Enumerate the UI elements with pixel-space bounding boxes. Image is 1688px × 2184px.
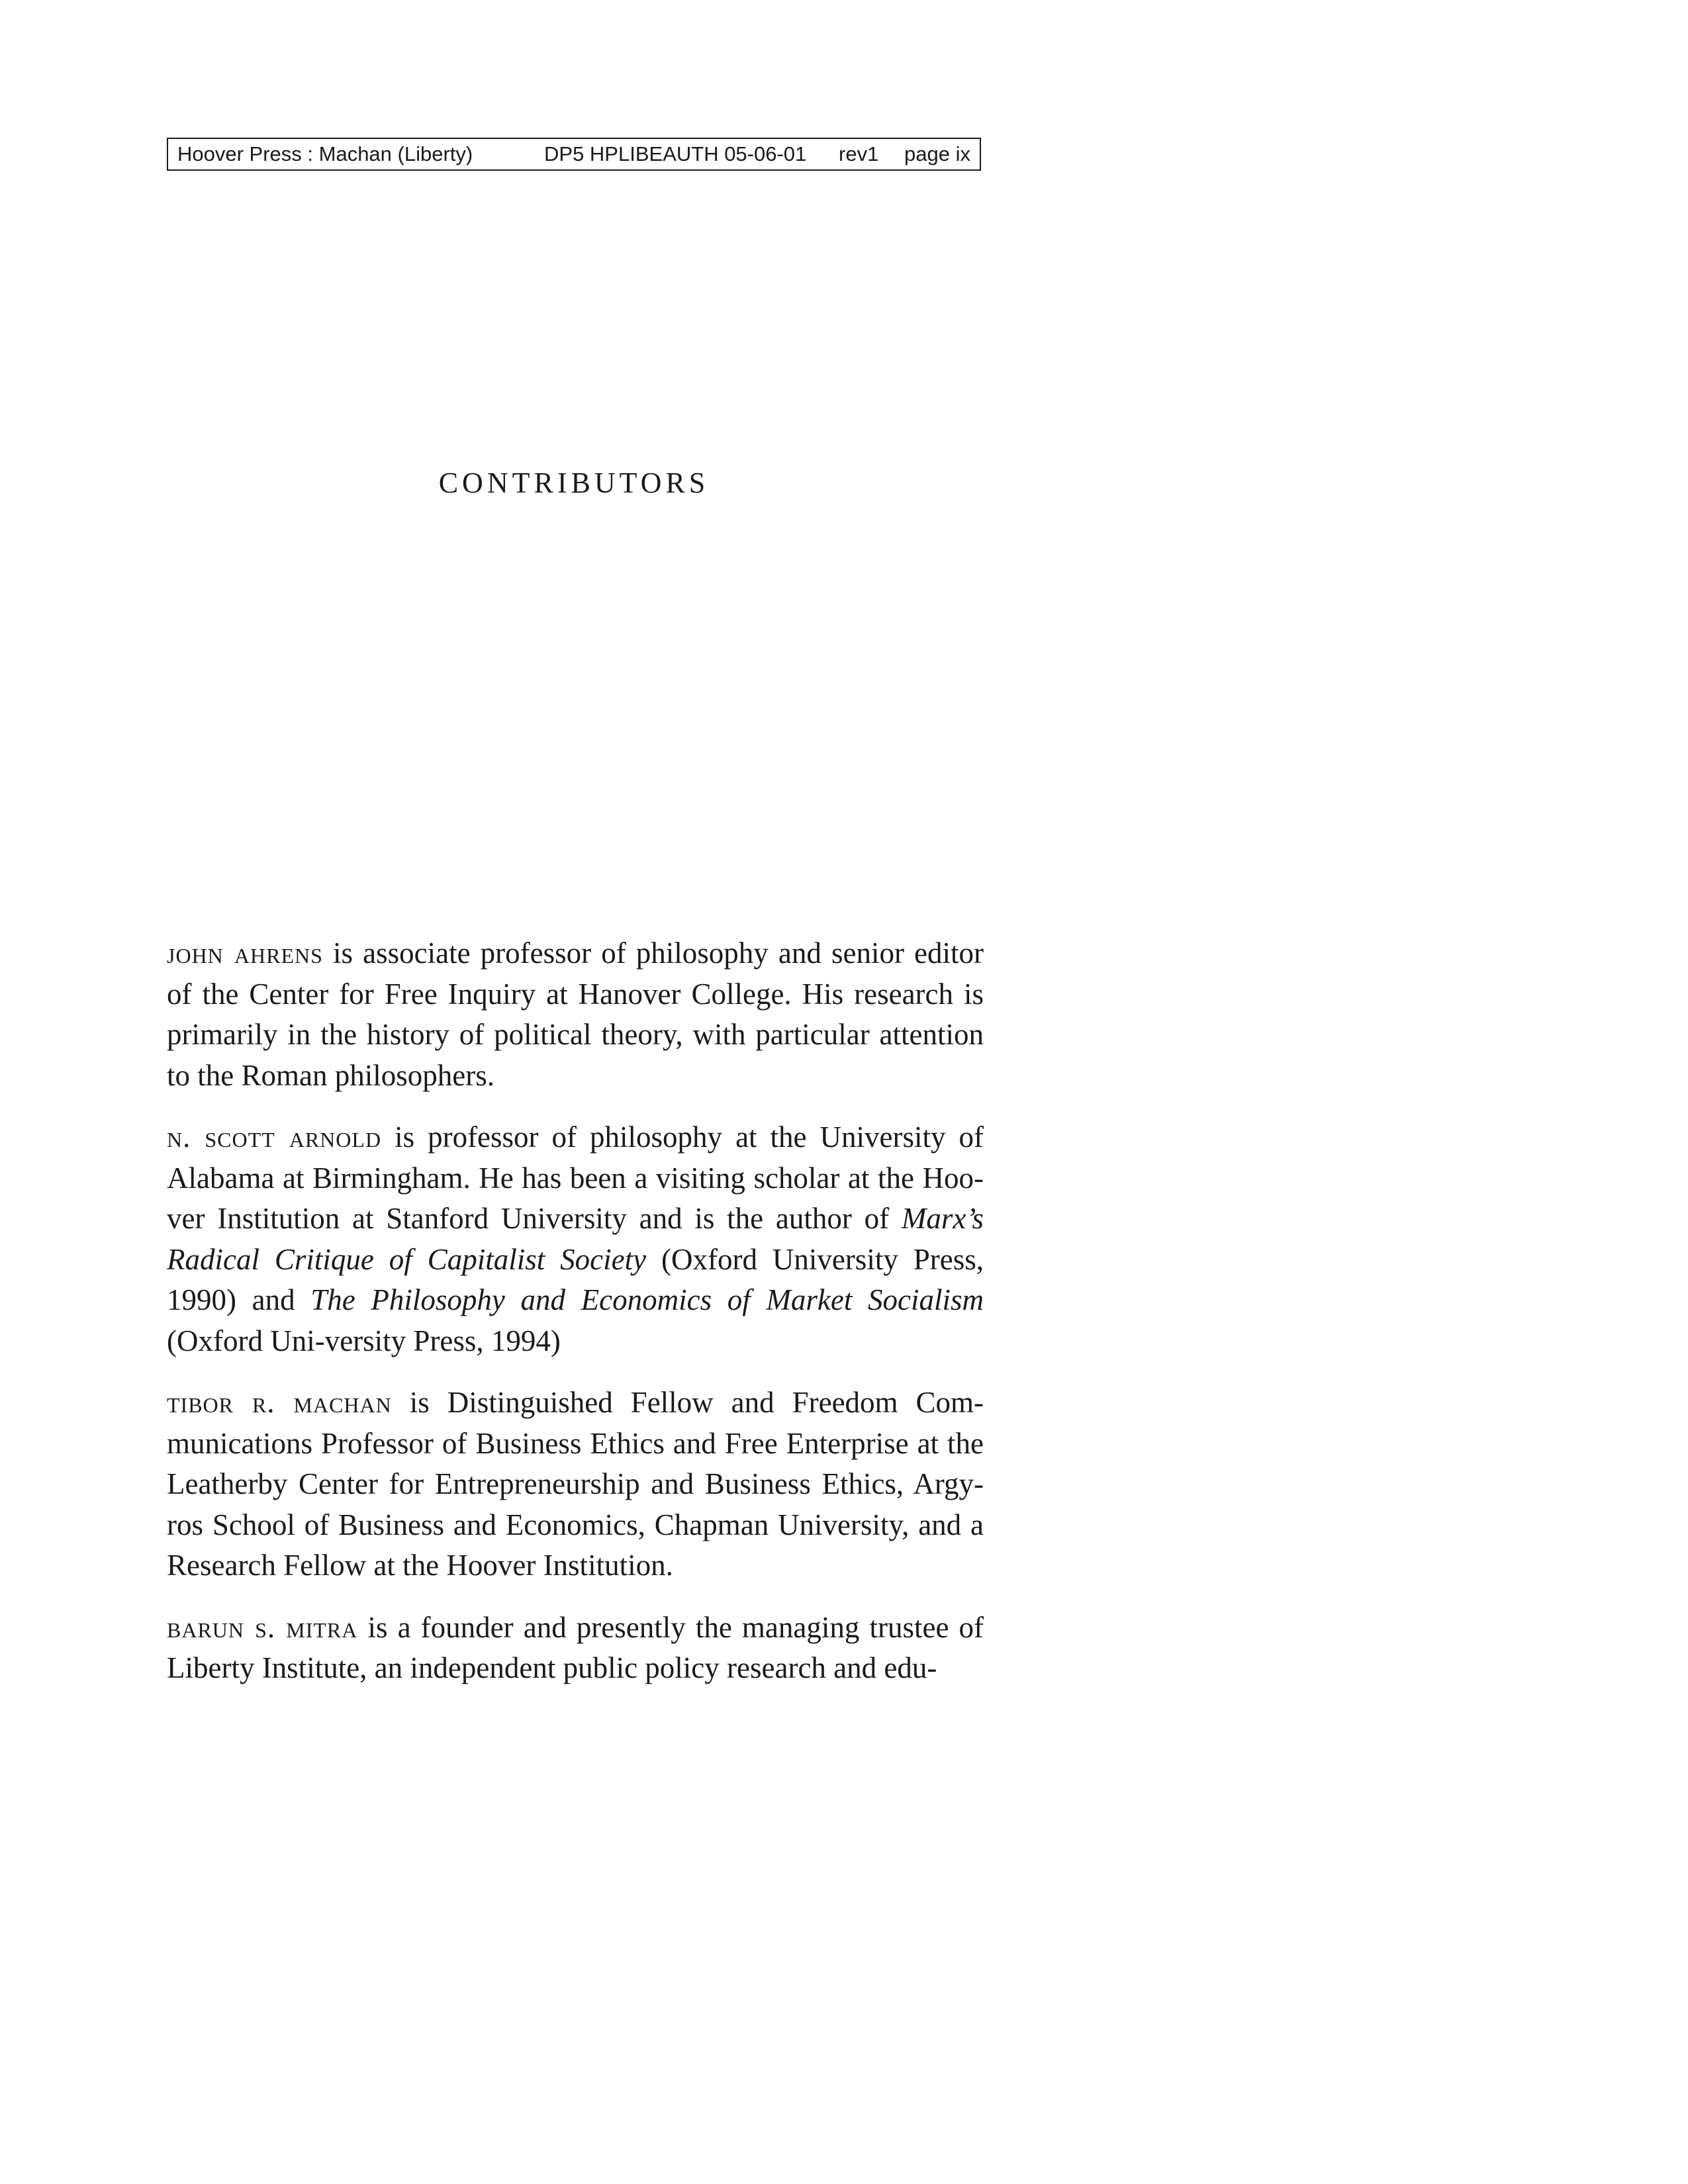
contributor-bio: is Distinguished Fellow and Freedom Com-munications Professor of Business Ethics and Free Enterprise at the Leatherby Center for Entrepreneurship and Business Ethics, Argy-ros School of Business and Economics, Chapman University, and a Research Fellow at the Hoover Institution. [167, 1386, 984, 1582]
slug-page-number: page ix [904, 142, 970, 165]
slug-job-code: DP5 HPLIBEAUTH 05-06-01 [544, 142, 807, 165]
slug-publisher: Hoover Press : Machan (Liberty) [177, 142, 473, 165]
contributor-entry-ahrens [167, 933, 984, 1096]
contributor-bio: (Oxford University Press, 1990) and [167, 1242, 984, 1316]
contributor-name: n. scott arnold [167, 1120, 382, 1154]
contributor-bio: is associate professor of philosophy and senior editor of the Center for Free Inquiry at Hanover College. His research is primarily in the history of political theory, with particular attention to the Roman philosophers. [167, 936, 984, 1092]
contributor-bio: (Oxford Uni-versity Press, 1994) [167, 1324, 561, 1357]
contributor-bio: is professor of philosophy at the University of Alabama at Birmingham. He has been a visiting scholar at the Hoo-ver Institution at Stanford University and is the author of [167, 1120, 984, 1235]
book-title: Marx’s Radical Critique of Capitalist Society [167, 1202, 984, 1276]
book-title: The Philosophy and Economics of Market Socialism [310, 1283, 984, 1316]
contributor-name: tibor r. machan [167, 1386, 392, 1419]
contributor-entry-arnold [167, 1117, 984, 1361]
contributors-list [167, 933, 984, 1710]
contributor-name: john ahrens [167, 936, 323, 970]
contributor-name: barun s. mitra [167, 1610, 358, 1644]
slug-revision: rev1 [839, 142, 879, 165]
print-slug [167, 138, 981, 171]
contributor-bio: is a founder and presently the managing trustee of Liberty Institute, an independent public policy research and edu- [167, 1610, 984, 1684]
contributor-entry-mitra [167, 1608, 984, 1689]
page-title: CONTRIBUTORS [438, 467, 710, 499]
contributor-entry-machan [167, 1383, 984, 1586]
